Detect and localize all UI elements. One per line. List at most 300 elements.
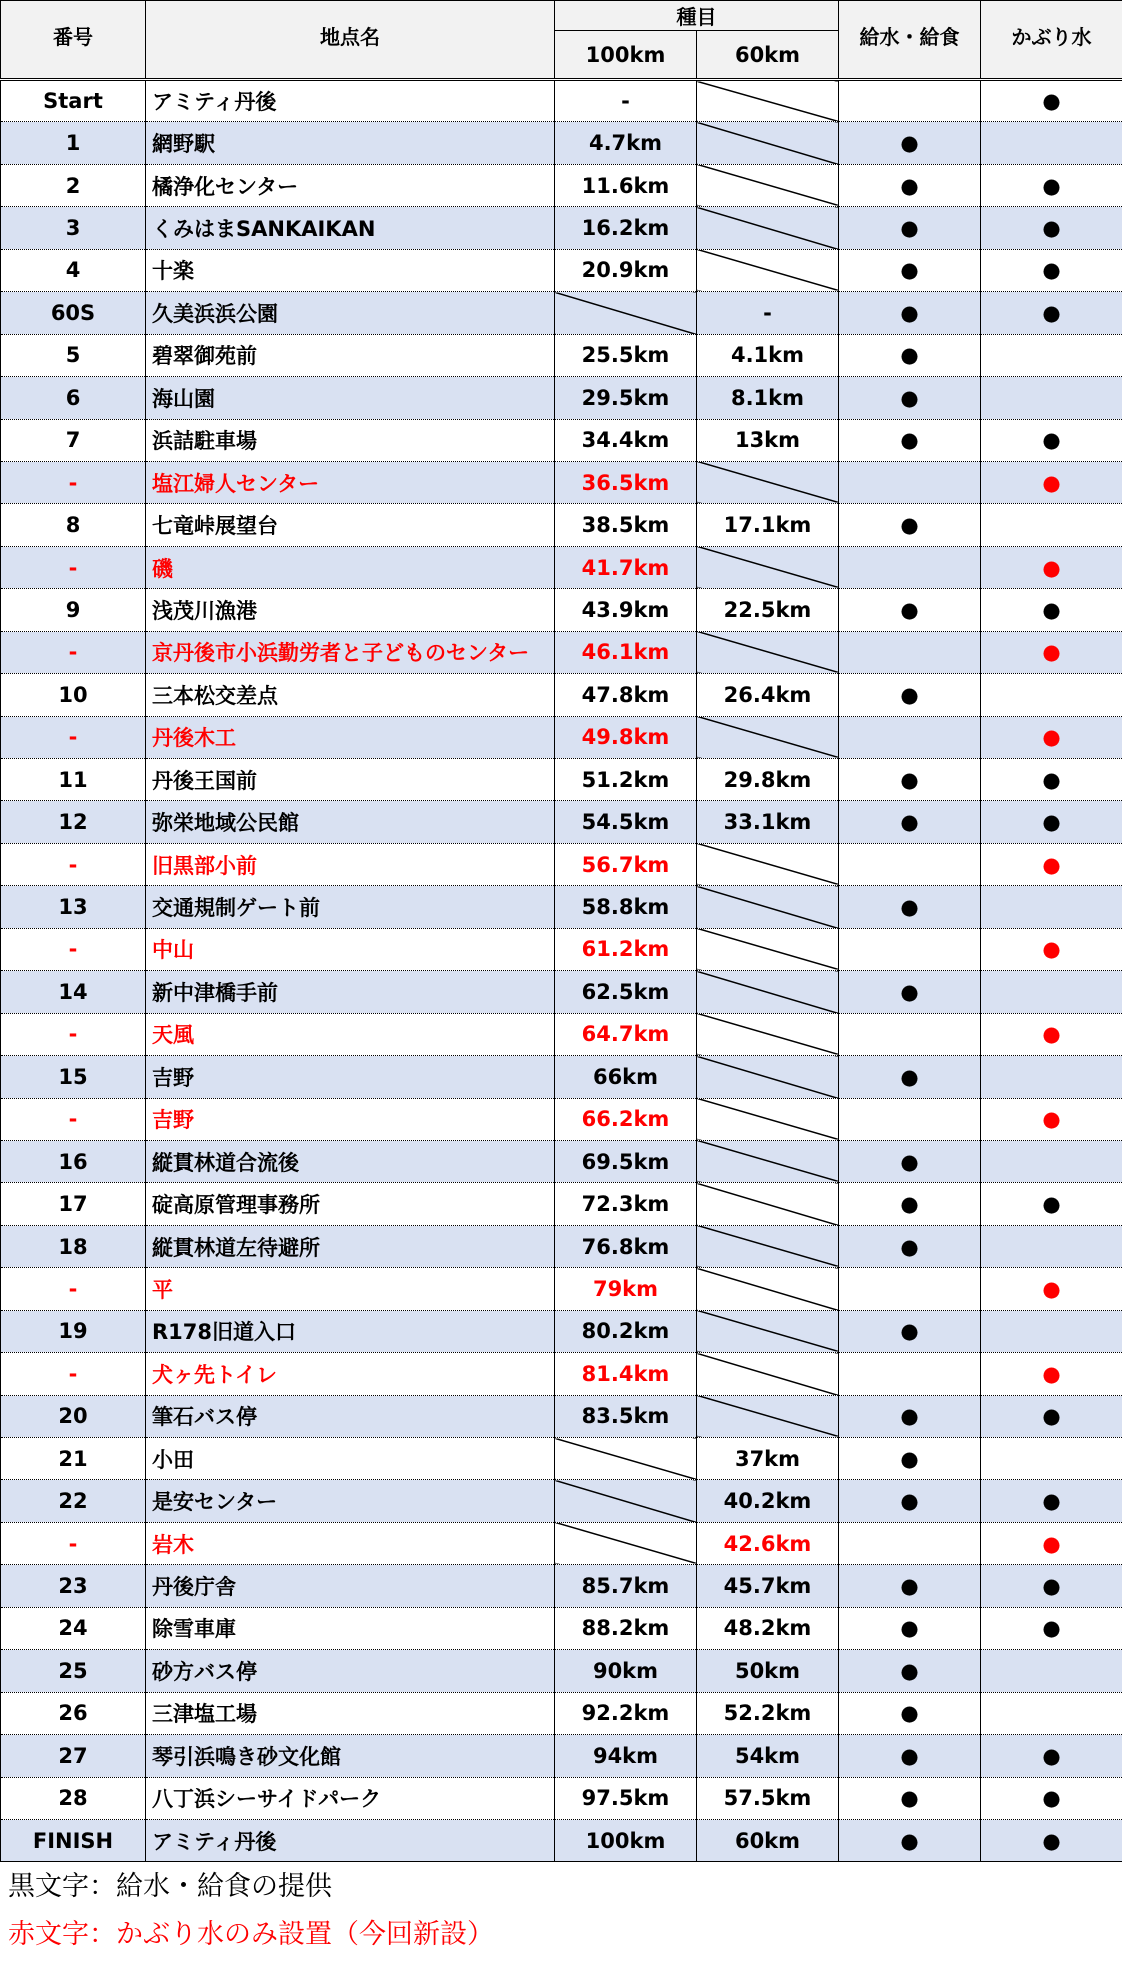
row-100km-distance: 51.2km [555,759,697,801]
table-row [1,971,1122,1013]
row-location-name: 平 [146,1268,555,1310]
row-location-name: 七竜峠展望台 [146,504,555,546]
row-aid-mark: ● [839,292,981,334]
row-splash-water-mark: ● [981,1268,1122,1310]
row-splash-water-mark [981,1225,1122,1267]
row-60km-distance-not-applicable [697,207,839,249]
row-splash-water-mark [981,886,1122,928]
row-location-name: 犬ヶ先トイレ [146,1353,555,1395]
row-60km-distance-not-applicable [697,461,839,503]
row-100km-distance: 66.2km [555,1098,697,1140]
row-aid-mark: ● [839,1819,981,1861]
row-number: 6 [1,377,146,419]
row-100km-distance: 43.9km [555,589,697,631]
row-number: 28 [1,1777,146,1819]
row-location-name: 塩江婦人センター [146,461,555,503]
row-location-name: 橘浄化センター [146,164,555,206]
row-number: 27 [1,1735,146,1777]
row-60km-distance: 33.1km [697,801,839,843]
row-100km-distance: 16.2km [555,207,697,249]
row-splash-water-mark: ● [981,1777,1122,1819]
row-splash-water-mark: ● [981,164,1122,206]
legend-red-text: 赤文字：かぶり水のみ設置（今回新設） [8,1919,494,1950]
table-row [1,1310,1122,1352]
header-splash-water: かぶり水 [981,1,1122,80]
row-location-name: 十楽 [146,249,555,291]
row-location-name: 浅茂川漁港 [146,589,555,631]
row-location-name: 中山 [146,928,555,970]
header-number: 番号 [1,1,146,80]
row-number: Start [1,80,146,122]
row-100km-distance: 79km [555,1268,697,1310]
row-location-name: 丹後木工 [146,716,555,758]
row-100km-distance: 80.2km [555,1310,697,1352]
row-aid-mark [839,546,981,588]
row-splash-water-mark: ● [981,419,1122,461]
row-60km-distance-not-applicable [697,1098,839,1140]
table-row [1,1735,1122,1777]
table-row [1,80,1122,122]
row-number: - [1,1268,146,1310]
table-row [1,461,1122,503]
row-splash-water-mark [981,122,1122,164]
row-100km-distance: 11.6km [555,164,697,206]
row-100km-distance: 29.5km [555,377,697,419]
table-row [1,334,1122,376]
row-aid-mark: ● [839,1692,981,1734]
row-location-name: くみはまSANKAIKAN [146,207,555,249]
table-row [1,1013,1122,1055]
header-location-name: 地点名 [146,1,555,80]
row-60km-distance: 60km [697,1819,839,1861]
row-60km-distance: 8.1km [697,377,839,419]
row-100km-distance: 47.8km [555,674,697,716]
row-100km-distance: 100km [555,1819,697,1861]
row-aid-mark: ● [839,207,981,249]
row-location-name: 岩木 [146,1522,555,1564]
row-number: 21 [1,1438,146,1480]
row-100km-distance: - [555,80,697,122]
row-60km-distance-not-applicable [697,1140,839,1182]
row-60km-distance-not-applicable [697,886,839,928]
row-100km-distance: 76.8km [555,1225,697,1267]
row-100km-distance: 34.4km [555,419,697,461]
row-location-name: 京丹後市小浜勤労者と子どものセンター [146,631,555,673]
table-row [1,1353,1122,1395]
row-number: 24 [1,1607,146,1649]
row-location-name: 碧翠御苑前 [146,334,555,376]
table-body [1,80,1122,1862]
row-100km-distance: 4.7km [555,122,697,164]
row-100km-distance: 56.7km [555,843,697,885]
row-100km-distance: 94km [555,1735,697,1777]
row-60km-distance: 50km [697,1650,839,1692]
row-number: 22 [1,1480,146,1522]
row-aid-mark: ● [839,164,981,206]
row-100km-distance: 69.5km [555,1140,697,1182]
row-aid-mark: ● [839,1565,981,1607]
row-aid-mark: ● [839,1310,981,1352]
row-100km-distance: 97.5km [555,1777,697,1819]
row-location-name: 海山園 [146,377,555,419]
row-splash-water-mark [981,1056,1122,1098]
row-60km-distance: 17.1km [697,504,839,546]
row-splash-water-mark: ● [981,461,1122,503]
row-number: 18 [1,1225,146,1267]
table-row [1,546,1122,588]
row-60km-distance-not-applicable [697,1353,839,1395]
row-100km-distance: 25.5km [555,334,697,376]
table-row [1,1819,1122,1861]
row-aid-mark [839,1522,981,1564]
table-row [1,292,1122,334]
row-60km-distance-not-applicable [697,1225,839,1267]
row-location-name: 丹後王国前 [146,759,555,801]
row-100km-distance: 72.3km [555,1183,697,1225]
row-splash-water-mark [981,1310,1122,1352]
row-number: - [1,928,146,970]
row-100km-distance: 61.2km [555,928,697,970]
row-100km-distance: 38.5km [555,504,697,546]
row-number: 1 [1,122,146,164]
row-splash-water-mark [981,1692,1122,1734]
row-aid-mark: ● [839,1140,981,1182]
row-number: 60S [1,292,146,334]
table-row [1,504,1122,546]
row-location-name: アミティ丹後 [146,1819,555,1861]
row-splash-water-mark: ● [981,292,1122,334]
row-100km-distance: 81.4km [555,1353,697,1395]
row-aid-mark [839,928,981,970]
row-60km-distance-not-applicable [697,1013,839,1055]
table-row [1,122,1122,164]
row-aid-mark: ● [839,886,981,928]
row-location-name: 八丁浜シーサイドパーク [146,1777,555,1819]
row-aid-mark [839,716,981,758]
table-row [1,759,1122,801]
row-splash-water-mark [981,334,1122,376]
row-100km-distance: 88.2km [555,1607,697,1649]
row-60km-distance-not-applicable [697,164,839,206]
row-splash-water-mark [981,674,1122,716]
table-row [1,1098,1122,1140]
row-location-name: 磯 [146,546,555,588]
row-aid-mark: ● [839,504,981,546]
row-60km-distance-not-applicable [697,80,839,122]
row-60km-distance: 52.2km [697,1692,839,1734]
table-row [1,1268,1122,1310]
row-location-name: 筆石バス停 [146,1395,555,1437]
row-aid-mark [839,1013,981,1055]
table-row [1,928,1122,970]
row-number: 17 [1,1183,146,1225]
row-splash-water-mark: ● [981,631,1122,673]
table-row [1,249,1122,291]
row-location-name: 三本松交差点 [146,674,555,716]
row-splash-water-mark [981,1140,1122,1182]
row-location-name: R178旧道入口 [146,1310,555,1352]
row-60km-distance: 45.7km [697,1565,839,1607]
row-100km-distance: 36.5km [555,461,697,503]
table-row [1,1692,1122,1734]
row-aid-mark: ● [839,801,981,843]
row-aid-mark: ● [839,589,981,631]
row-aid-mark: ● [839,1735,981,1777]
row-100km-distance: 83.5km [555,1395,697,1437]
row-aid-mark [839,631,981,673]
row-60km-distance-not-applicable [697,1395,839,1437]
row-number: 3 [1,207,146,249]
table-row [1,1438,1122,1480]
row-splash-water-mark [981,377,1122,419]
row-location-name: 碇高原管理事務所 [146,1183,555,1225]
row-60km-distance: 22.5km [697,589,839,631]
row-number: 7 [1,419,146,461]
row-aid-mark [839,1353,981,1395]
row-splash-water-mark [981,504,1122,546]
row-splash-water-mark: ● [981,249,1122,291]
row-aid-mark: ● [839,1607,981,1649]
row-60km-distance: - [697,292,839,334]
table-row [1,1140,1122,1182]
row-number: 15 [1,1056,146,1098]
row-location-name: 琴引浜鳴き砂文化館 [146,1735,555,1777]
table-row [1,801,1122,843]
row-100km-distance: 20.9km [555,249,697,291]
row-number: - [1,546,146,588]
row-60km-distance: 48.2km [697,1607,839,1649]
row-number: 12 [1,801,146,843]
table-header [1,1,1122,80]
row-60km-distance-not-applicable [697,928,839,970]
row-location-name: 天風 [146,1013,555,1055]
row-number: - [1,1098,146,1140]
row-location-name: 除雪車庫 [146,1607,555,1649]
row-splash-water-mark: ● [981,207,1122,249]
row-number: - [1,1353,146,1395]
row-location-name: 新中津橋手前 [146,971,555,1013]
row-splash-water-mark: ● [981,928,1122,970]
row-splash-water-mark: ● [981,1395,1122,1437]
row-location-name: 縦貫林道左待避所 [146,1225,555,1267]
row-location-name: 三津塩工場 [146,1692,555,1734]
table-row [1,631,1122,673]
row-splash-water-mark [981,1650,1122,1692]
header-category: 種目 [555,1,839,31]
row-60km-distance-not-applicable [697,631,839,673]
header-aid: 給水・給食 [839,1,981,80]
row-location-name: 網野駅 [146,122,555,164]
row-aid-mark [839,1098,981,1140]
row-number: 25 [1,1650,146,1692]
row-aid-mark: ● [839,1225,981,1267]
row-60km-distance-not-applicable [697,546,839,588]
table-row [1,1565,1122,1607]
row-60km-distance-not-applicable [697,1056,839,1098]
row-splash-water-mark: ● [981,801,1122,843]
row-splash-water-mark: ● [981,1098,1122,1140]
row-aid-mark [839,843,981,885]
row-100km-distance: 66km [555,1056,697,1098]
table-row [1,716,1122,758]
row-100km-distance: 58.8km [555,886,697,928]
row-splash-water-mark: ● [981,1522,1122,1564]
row-number: 8 [1,504,146,546]
row-splash-water-mark: ● [981,80,1122,122]
row-splash-water-mark: ● [981,1735,1122,1777]
row-60km-distance-not-applicable [697,1183,839,1225]
row-aid-mark: ● [839,971,981,1013]
row-location-name: 久美浜浜公園 [146,292,555,334]
row-100km-distance: 90km [555,1650,697,1692]
table-row [1,207,1122,249]
row-60km-distance: 26.4km [697,674,839,716]
row-60km-distance-not-applicable [697,1310,839,1352]
row-100km-distance-not-applicable [555,292,697,334]
row-splash-water-mark: ● [981,1183,1122,1225]
row-number: 19 [1,1310,146,1352]
table-row [1,419,1122,461]
row-60km-distance: 37km [697,1438,839,1480]
row-60km-distance: 4.1km [697,334,839,376]
table-row [1,1056,1122,1098]
row-aid-mark: ● [839,249,981,291]
row-60km-distance-not-applicable [697,122,839,164]
table-row [1,164,1122,206]
row-100km-distance: 62.5km [555,971,697,1013]
row-aid-mark [839,80,981,122]
header-60km: 60km [697,31,839,80]
row-aid-mark [839,1268,981,1310]
table-row [1,1607,1122,1649]
row-location-name: 交通規制ゲート前 [146,886,555,928]
row-location-name: 吉野 [146,1098,555,1140]
row-aid-mark: ● [839,334,981,376]
row-number: FINISH [1,1819,146,1861]
row-aid-mark: ● [839,674,981,716]
row-number: 2 [1,164,146,206]
row-100km-distance-not-applicable [555,1438,697,1480]
row-100km-distance: 41.7km [555,546,697,588]
table-row [1,1183,1122,1225]
row-aid-mark: ● [839,1183,981,1225]
table-row [1,1225,1122,1267]
row-number: - [1,631,146,673]
header-100km: 100km [555,31,697,80]
row-splash-water-mark: ● [981,1819,1122,1861]
row-100km-distance-not-applicable [555,1522,697,1564]
row-number: 11 [1,759,146,801]
row-location-name: 縦貫林道合流後 [146,1140,555,1182]
row-100km-distance: 46.1km [555,631,697,673]
row-aid-mark: ● [839,377,981,419]
row-60km-distance-not-applicable [697,843,839,885]
table-row [1,1480,1122,1522]
row-60km-distance: 57.5km [697,1777,839,1819]
row-number: 9 [1,589,146,631]
row-number: - [1,1013,146,1055]
legend-black-text: 黒文字：給水・給食の提供 [8,1871,332,1902]
row-aid-mark: ● [839,1395,981,1437]
row-number: 26 [1,1692,146,1734]
row-number: 14 [1,971,146,1013]
row-100km-distance: 64.7km [555,1013,697,1055]
row-60km-distance: 13km [697,419,839,461]
row-splash-water-mark: ● [981,546,1122,588]
table-row [1,1650,1122,1692]
row-number: 10 [1,674,146,716]
table-row [1,1777,1122,1819]
row-100km-distance-not-applicable [555,1480,697,1522]
row-location-name: 丹後庁舎 [146,1565,555,1607]
row-aid-mark: ● [839,122,981,164]
row-number: 23 [1,1565,146,1607]
row-100km-distance: 54.5km [555,801,697,843]
table-row [1,589,1122,631]
row-100km-distance: 49.8km [555,716,697,758]
row-60km-distance: 42.6km [697,1522,839,1564]
row-location-name: 吉野 [146,1056,555,1098]
row-location-name: アミティ丹後 [146,80,555,122]
row-aid-mark: ● [839,1777,981,1819]
row-aid-mark: ● [839,1438,981,1480]
row-aid-mark: ● [839,759,981,801]
row-splash-water-mark: ● [981,1565,1122,1607]
row-aid-mark: ● [839,419,981,461]
row-location-name: 是安センター [146,1480,555,1522]
row-splash-water-mark: ● [981,589,1122,631]
row-number: 5 [1,334,146,376]
row-splash-water-mark: ● [981,716,1122,758]
row-number: 4 [1,249,146,291]
row-splash-water-mark: ● [981,1607,1122,1649]
table-row [1,674,1122,716]
row-location-name: 浜詰駐車場 [146,419,555,461]
row-location-name: 旧黒部小前 [146,843,555,885]
row-number: - [1,461,146,503]
row-number: - [1,1522,146,1564]
row-number: 13 [1,886,146,928]
row-60km-distance-not-applicable [697,716,839,758]
row-splash-water-mark [981,971,1122,1013]
row-number: 16 [1,1140,146,1182]
row-splash-water-mark: ● [981,759,1122,801]
row-number: 20 [1,1395,146,1437]
row-60km-distance: 29.8km [697,759,839,801]
row-splash-water-mark: ● [981,1353,1122,1395]
row-number: - [1,843,146,885]
row-100km-distance: 85.7km [555,1565,697,1607]
row-splash-water-mark [981,1438,1122,1480]
row-splash-water-mark: ● [981,843,1122,885]
row-60km-distance-not-applicable [697,971,839,1013]
table-row [1,843,1122,885]
row-aid-mark: ● [839,1480,981,1522]
row-splash-water-mark: ● [981,1480,1122,1522]
row-location-name: 弥栄地域公民館 [146,801,555,843]
row-number: - [1,716,146,758]
row-aid-mark [839,461,981,503]
row-aid-mark: ● [839,1650,981,1692]
row-60km-distance-not-applicable [697,249,839,291]
row-100km-distance: 92.2km [555,1692,697,1734]
row-splash-water-mark: ● [981,1013,1122,1055]
table-row [1,1522,1122,1564]
row-60km-distance: 40.2km [697,1480,839,1522]
table-row [1,886,1122,928]
row-60km-distance: 54km [697,1735,839,1777]
row-location-name: 砂方バス停 [146,1650,555,1692]
